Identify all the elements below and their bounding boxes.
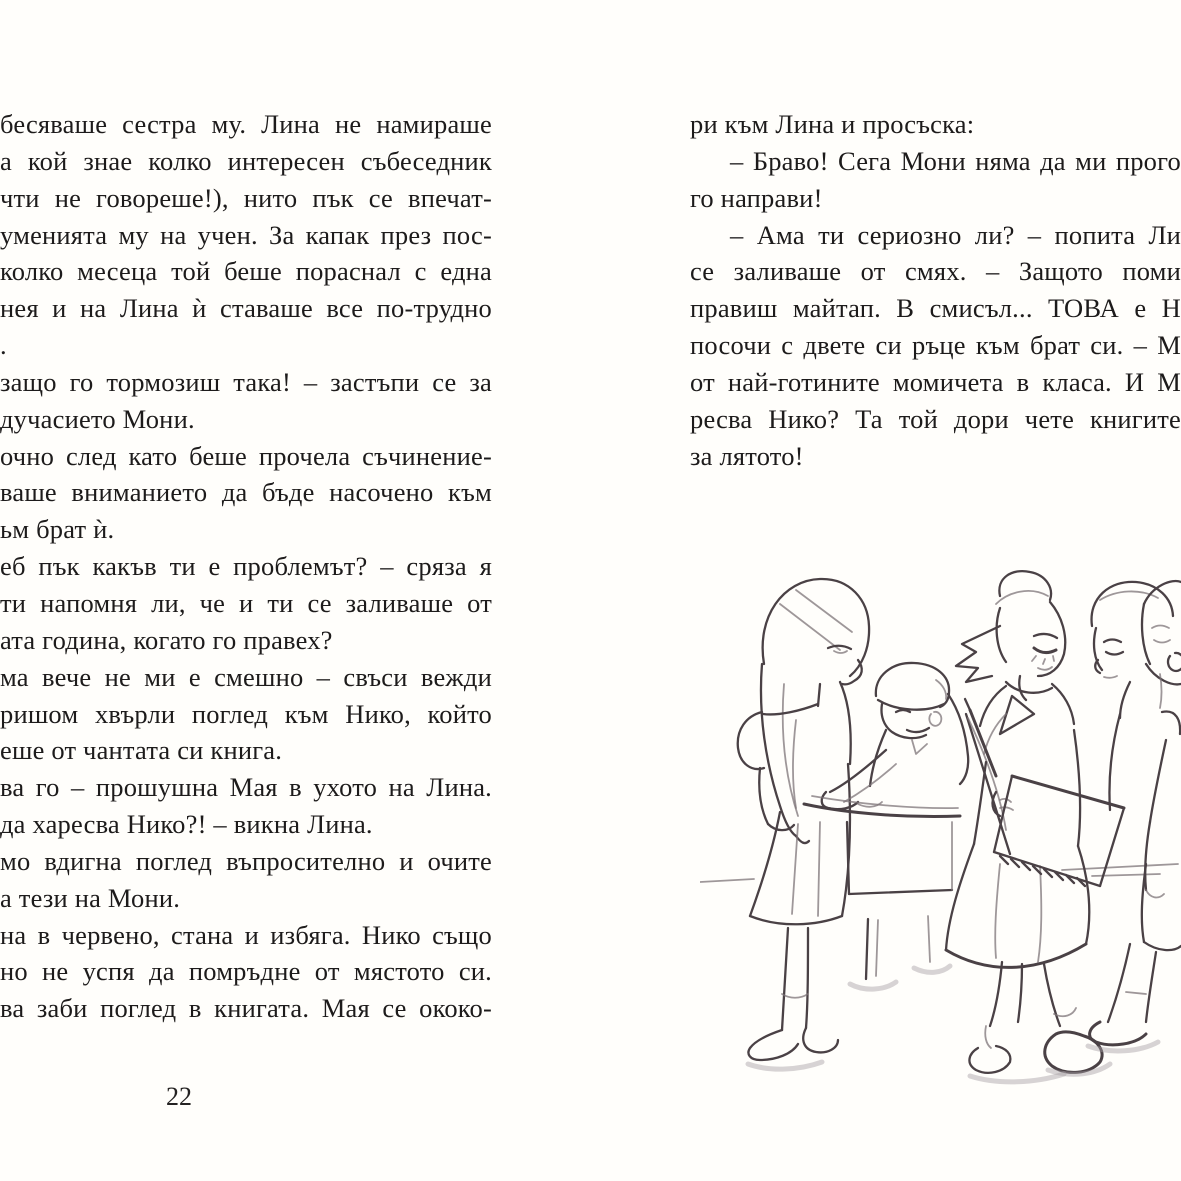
text-line: правиш майтап. В смисъл... ТОВА е Н: [690, 293, 1181, 324]
text-line: колко месеца той беше пораснал с една: [0, 256, 492, 287]
text-line: го направи!: [690, 182, 823, 213]
figure-girl-middle: [946, 571, 1110, 1082]
figure-boy-at-desk: [804, 663, 968, 817]
text-line: ва го – прошушна Мая в ухото на Лина.: [0, 772, 492, 803]
text-line: бесяваше сестра му. Лина не намираше: [0, 109, 492, 139]
text-line: за лятото!: [690, 440, 804, 471]
page-number: 22: [166, 1082, 192, 1111]
figure-girl-left: [738, 579, 869, 1069]
illustration-children-sketch: [700, 563, 1181, 1085]
text-line: а кой знае колко интересен събеседник: [0, 145, 492, 176]
text-line: на в червено, стана и избяга. Нико също: [0, 919, 492, 950]
text-line: защо го тормозиш така! – застъпи се за: [0, 366, 492, 397]
text-line: нея и на Лина ѝ ставаше все по-трудно: [0, 293, 492, 324]
text-line: ти напомня ли, че и ти се заливаше от: [0, 587, 492, 618]
text-line: ресва Нико? Та той дори чете книгите: [690, 403, 1181, 434]
spiral-notebook: [994, 776, 1124, 886]
text-line: уменията му на учен. За капак през пос-: [0, 219, 492, 250]
text-line: ата година, когато го правех?: [0, 624, 333, 655]
text-line: – Браво! Сега Мони няма да ми прого: [730, 145, 1181, 176]
text-line: очно след като беше прочела съчинение-: [0, 440, 492, 471]
text-line: .: [0, 330, 7, 361]
text-line: ма вече не ми е смешно – свъси вежди: [0, 661, 492, 692]
text-line: ри към Лина и просъска:: [690, 109, 975, 139]
text-line: а тези на Мони.: [0, 882, 181, 913]
text-line: ришом хвърли поглед към Нико, който: [0, 698, 492, 729]
text-line: дучасието Мони.: [0, 403, 195, 434]
text-line: еб пък какъв ти е проблемът? – сряза я: [0, 551, 492, 582]
text-line: да харесва Нико?! – викна Лина.: [0, 809, 373, 840]
text-line: се заливаше от смях. – Защото поми: [690, 256, 1181, 287]
text-line: но не успя да помръдне от мястото си.: [0, 956, 492, 987]
right-page-text: [690, 106, 1181, 474]
text-line: от най-готините момичета в класа. И М: [690, 366, 1181, 397]
text-line: чти не говореше!), нито пък се впечат-: [0, 182, 492, 213]
text-line: еше от чантата си книга.: [0, 735, 283, 766]
text-line: мо вдигна поглед въпросително и очите: [0, 845, 492, 876]
school-desk: [847, 822, 952, 989]
text-line: ьм брат ѝ.: [0, 514, 115, 545]
figures-kids-right: [1088, 581, 1181, 1051]
text-line: ваше вниманието да бъде насочено към: [0, 477, 492, 508]
text-line: ва заби поглед в книгата. Мая се ококо-: [0, 993, 492, 1024]
text-line: посочи с двете си ръце към брат си. – М: [690, 330, 1181, 361]
text-line: – Ама ти сериозно ли? – попита Ли: [730, 219, 1181, 250]
left-page-text: [0, 106, 492, 1027]
